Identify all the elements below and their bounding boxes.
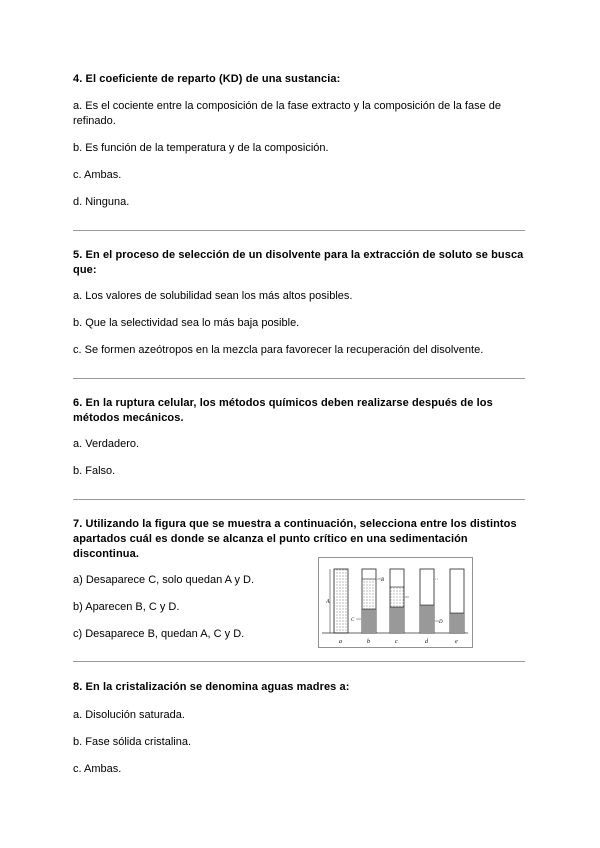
question-7-option-c: c) Desaparece B, quedan A, C y D. bbox=[73, 628, 245, 640]
column-label-e: e bbox=[455, 639, 458, 645]
question-5-option-a: a. Los valores de solubilidad sean los más altos posibles. bbox=[73, 290, 353, 302]
question-4-option-c: c. Ambas. bbox=[73, 169, 122, 181]
divider bbox=[73, 661, 525, 662]
sedimentation-figure bbox=[318, 557, 473, 648]
column-label-c: c bbox=[395, 639, 398, 645]
question-4-title: 4. El coeficiente de reparto (KD) de una sustancia: bbox=[73, 73, 341, 85]
question-5-option-c: c. Se formen azeótropos en la mezcla para favorecer la recuperación del disolvente. bbox=[73, 344, 484, 356]
divider bbox=[73, 499, 525, 500]
zone-label-B: B bbox=[381, 578, 385, 583]
question-8-option-a: a. Disolución saturada. bbox=[73, 709, 185, 721]
question-6-option-a: a. Verdadero. bbox=[73, 438, 140, 450]
question-5-option-b: b. Que la selectividad sea lo más baja posible. bbox=[73, 317, 300, 329]
cylinder-a bbox=[325, 569, 348, 645]
zone-label-A: A bbox=[326, 599, 330, 605]
divider bbox=[73, 378, 525, 379]
question-4-option-a: a. Es el cociente entre la composición de la fase extracto y la composición de la fase de refinado. bbox=[73, 100, 502, 127]
column-label-a: a bbox=[339, 639, 342, 645]
question-4-option-b: b. Es función de la temperatura y de la composición. bbox=[73, 142, 329, 154]
cylinder-c bbox=[390, 569, 409, 645]
cylinder-e bbox=[450, 569, 464, 645]
question-8-title: 8. En la cristalización se denomina aguas madres a: bbox=[73, 681, 350, 693]
question-4-option-d: d. Ninguna. bbox=[73, 196, 130, 208]
zone-label-D: D bbox=[439, 620, 443, 625]
cylinder-d bbox=[420, 569, 443, 645]
question-8-option-c: c. Ambas. bbox=[73, 763, 122, 775]
column-label-d: d bbox=[425, 639, 428, 645]
column-label-b: b bbox=[367, 639, 370, 645]
question-8-option-b: b. Fase sólida cristalina. bbox=[73, 736, 191, 748]
zone-label-C: C bbox=[351, 618, 355, 623]
divider bbox=[73, 230, 525, 231]
question-5-title: 5. En el proceso de selección de un disolvente para la extracción de soluto se busca que: bbox=[73, 249, 524, 276]
question-7-title: 7. Utilizando la figura que se muestra a continuación, selecciona entre los distintos apartados cuál es donde se alcanza el punto crítico en una sedimentación discontinua. bbox=[73, 518, 517, 560]
question-6-title: 6. En la ruptura celular, los métodos químicos deben realizarse después de los métodos mecánicos. bbox=[73, 397, 493, 424]
cylinder-b bbox=[351, 569, 384, 645]
question-7-option-b: b) Aparecen B, C y D. bbox=[73, 601, 180, 613]
question-7-option-a: a) Desaparece C, solo quedan A y D. bbox=[73, 574, 254, 586]
question-6-option-b: b. Falso. bbox=[73, 465, 116, 477]
